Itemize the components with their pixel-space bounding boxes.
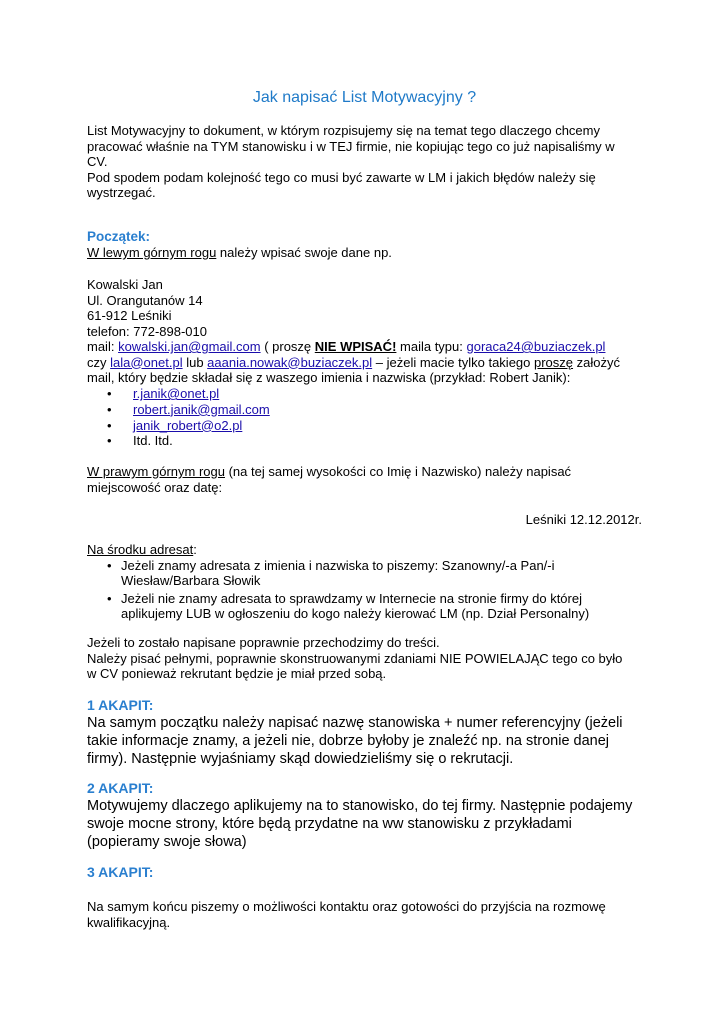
note-line: Jeżeli to zostało napisane poprawnie przechodzimy do treści.: [87, 635, 440, 650]
akapit-line: swoje mocne strony, które będą przydatne na ww stanowisku z przykładami: [87, 816, 572, 832]
mail-mid: ( proszę: [260, 339, 315, 354]
start-subtitle: [87, 245, 642, 261]
address-city: 61-912 Leśniki: [87, 308, 172, 323]
section-heading: 1 AKAPIT:: [87, 697, 154, 713]
bullet-icon: •: [107, 401, 112, 417]
email-examples: [87, 386, 642, 449]
example-address: [87, 277, 642, 386]
addressee-item: [87, 558, 642, 589]
right-corner-line: [87, 464, 642, 480]
address-mail-line3: mail, który będzie składał się z waszego imienia i nazwiska (przykład: Robert Janik):: [87, 370, 571, 385]
examples-list: [87, 386, 642, 449]
section-start: [87, 229, 642, 261]
bullet-icon: •: [107, 386, 112, 401]
addressee-item: [87, 591, 642, 622]
example-item: [87, 418, 642, 434]
bullet-icon: •: [107, 417, 112, 433]
underlined-text: W prawym górnym rogu: [87, 464, 225, 479]
underlined-text: Na środku adresat: [87, 542, 194, 557]
example-email-link[interactable]: r.janik@onet.pl: [133, 386, 220, 401]
akapit-line: (popieramy swoje słowa): [87, 834, 247, 850]
intro-line: List Motywacyjny to dokument, w którym rozpisujemy się na temat tego dlaczego chcemy: [87, 123, 600, 138]
address-phone: telefon: 772-898-010: [87, 323, 207, 339]
date-line: [87, 512, 642, 528]
akapit-line: firmy). Następnie wyjaśniamy skąd dowiedzieliśmy się o rekrutacji.: [87, 751, 514, 767]
mail-prefix: mail:: [87, 339, 119, 354]
date-text: Leśniki 12.12.2012r.: [525, 512, 642, 527]
section-akapit-3: [87, 864, 642, 881]
bullet-icon: •: [107, 433, 112, 449]
akapit-line: takie informacje znamy, a jeżeli nie, dobrze byłoby je znaleźć np. na stronie danej: [87, 733, 610, 749]
bad-mail-link[interactable]: aaania.nowak@buziaczek.pl: [207, 354, 373, 370]
intro-line: Pod spodem podam kolejność tego co musi być zawarte w LM i jakich błędów należy się: [87, 169, 596, 185]
akapit-line: kwalifikacyjną.: [87, 914, 171, 930]
bad-mail-link[interactable]: lala@onet.pl: [110, 354, 183, 370]
line-rest: – jeżeli macie tylko takiego: [372, 354, 534, 370]
intro-line: CV.: [87, 154, 108, 169]
document-title: Jak napisać List Motywacyjny ?: [252, 89, 477, 106]
example-email-link[interactable]: robert.janik@gmail.com: [133, 401, 270, 417]
addressee-item-line: Wiesław/Barbara Słowik: [121, 573, 261, 588]
section-heading: 3 AKAPIT:: [87, 864, 154, 880]
content-note: [87, 635, 642, 682]
address-mail-line: [87, 339, 642, 355]
start-subtitle-rest: należy wpisać swoje dane np.: [216, 245, 392, 260]
example-email-link[interactable]: janik_robert@o2.pl: [133, 417, 243, 433]
intro-line: wystrzegać.: [87, 185, 156, 200]
underlined-text: W lewym górnym rogu: [87, 245, 217, 260]
line-rest: założyć: [573, 354, 620, 370]
addressee-heading: [87, 542, 642, 558]
warning-bold: NIE WPISAĆ!: [314, 339, 397, 354]
section-heading: 2 AKAPIT:: [87, 780, 154, 796]
section-akapit-2: [87, 780, 642, 851]
addressee-item-line: aplikujemy LUB w ogłoszeniu do kogo należy kierować LM (np. Dział Personalny): [121, 606, 590, 621]
mail-mid: maila typu:: [396, 339, 467, 354]
addressee-item-line: Jeżeli nie znamy adresata to sprawdzamy w Internecie na stronie firmy do której: [121, 590, 582, 606]
example-text: Itd. Itd.: [133, 433, 173, 449]
akapit-line: Na samym początku należy napisać nazwę stanowiska + numer referencyjny (jeżeli: [87, 715, 623, 731]
section-heading: Początek:: [87, 229, 151, 244]
example-item: [87, 386, 642, 402]
address-street: Ul. Orangutanów 14: [87, 292, 203, 308]
note-line: w CV ponieważ rekrutant będzie je miał przed sobą.: [87, 666, 387, 681]
akapit-line: Na samym końcu piszemy o możliwości kontaktu oraz gotowości do przyjścia na rozmowę: [87, 899, 606, 914]
intro-paragraph: [87, 123, 642, 201]
example-item: [87, 433, 642, 449]
akapit-3-text: [87, 899, 642, 930]
underlined-text: proszę: [534, 354, 574, 370]
intro-line: pracować właśnie na TYM stanowisku i w TEJ firmie, nie kopiując tego co już napisaliśmy w: [87, 138, 615, 154]
section-right-corner: [87, 464, 642, 495]
section-akapit-1: [87, 697, 642, 768]
mail-link[interactable]: kowalski.jan@gmail.com: [118, 339, 261, 354]
address-mail-line2: [87, 355, 642, 371]
bad-mail-link[interactable]: goraca24@buziaczek.pl: [466, 339, 606, 354]
right-corner-line2: miejscowość oraz datę:: [87, 479, 223, 495]
address-name: Kowalski Jan: [87, 277, 163, 292]
bullet-icon: •: [107, 590, 112, 606]
addressee-item-line: Jeżeli znamy adresata z imienia i nazwiska to piszemy: Szanowny/-a Pan/-i: [121, 557, 555, 573]
example-item: [87, 402, 642, 418]
section-addressee: [87, 542, 642, 624]
akapit-line: Motywujemy dlaczego aplikujemy na to stanowisko, do tej firmy. Następnie podajemy: [87, 798, 633, 814]
line-prefix: czy: [87, 354, 111, 370]
right-corner-rest: (na tej samej wysokości co Imię i Nazwisko) należy napisać: [224, 464, 572, 479]
addressee-list: [87, 558, 642, 622]
note-line: Należy pisać pełnymi, poprawnie skonstruowanymi zdaniami NIE POWIELAJĄC tego co było: [87, 650, 623, 666]
colon: :: [193, 542, 197, 557]
bullet-icon: •: [107, 557, 112, 573]
line-mid: lub: [182, 354, 208, 370]
